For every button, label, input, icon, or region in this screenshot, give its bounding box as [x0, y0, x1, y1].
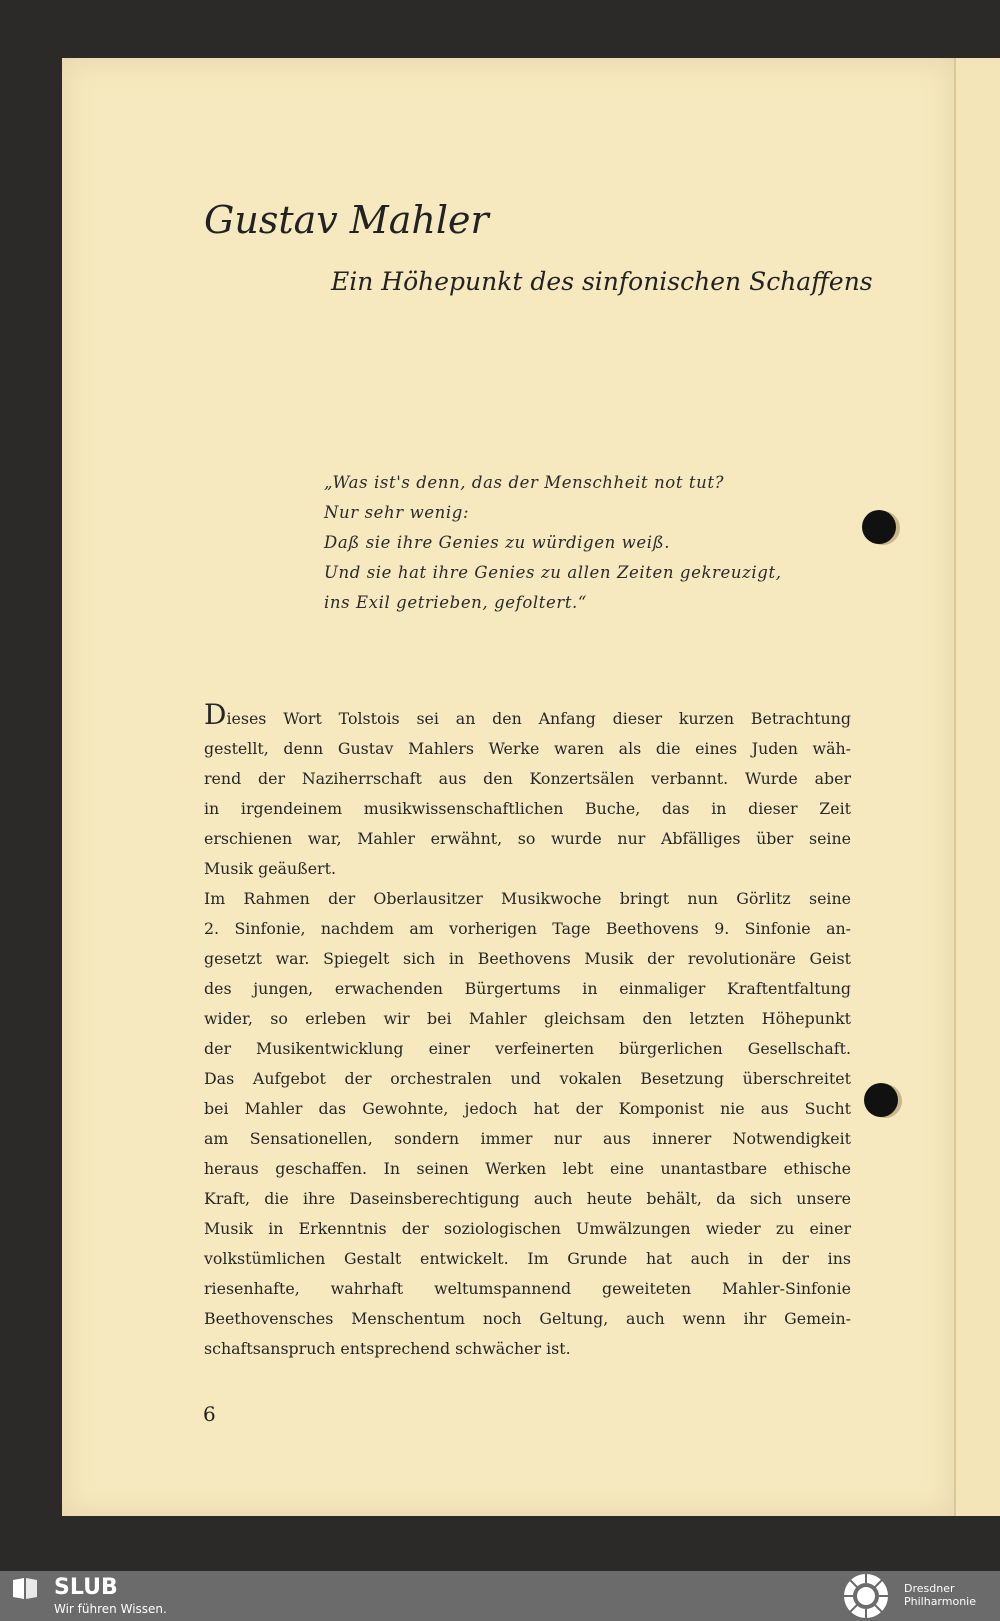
body-text: [204, 698, 851, 1364]
body-line: erschienen war, Mahler erwähnt, so wurde nur Abfälliges über seine: [204, 829, 851, 848]
slub-logo-text[interactable]: SLUB: [54, 1575, 118, 1600]
body-line: Kraft, die ihre Daseinsberechtigung auch heute behält, da sich unsere: [204, 1189, 851, 1208]
footer-bar: [0, 1571, 1000, 1621]
slub-tagline: Wir führen Wissen.: [54, 1602, 167, 1616]
book-icon: [12, 1577, 38, 1601]
page-number: 6: [203, 1402, 216, 1426]
body-line: am Sensationellen, sondern immer nur aus innerer Notwendigkeit: [204, 1129, 851, 1148]
philharmonie-logo-icon[interactable]: [842, 1572, 890, 1620]
body-line: rend der Naziherrschaft aus den Konzertsälen verbannt. Wurde aber: [204, 769, 851, 788]
body-line: Musik in Erkenntnis der soziologischen Umwälzungen wieder zu einer: [204, 1219, 851, 1238]
punch-hole-bottom: [864, 1083, 898, 1117]
body-line: in irgendeinem musikwissenschaftlichen Buche, das in dieser Zeit: [204, 799, 851, 818]
philharmonie-name: [904, 1582, 976, 1608]
tolstoy-quote: [324, 468, 844, 618]
body-line: wider, so erleben wir bei Mahler gleichsam den letzten Höhepunkt: [204, 1009, 851, 1028]
philharmonie-name-line2: Philharmonie: [904, 1595, 976, 1608]
body-line: schaftsanspruch entsprechend schwächer ist.: [204, 1339, 571, 1358]
punch-hole-top: [862, 510, 896, 544]
philharmonie-name-line1: Dresdner: [904, 1582, 955, 1595]
body-line: des jungen, erwachenden Bürgertums in einmaliger Kraftentfaltung: [204, 979, 851, 998]
body-line-first: [204, 698, 851, 734]
body-line: bei Mahler das Gewohnte, jedoch hat der Komponist nie aus Sucht: [204, 1099, 851, 1118]
quote-line: ins Exil getrieben, gefoltert.“: [324, 593, 587, 612]
quote-line: Nur sehr wenig:: [324, 503, 470, 522]
drop-cap: D: [204, 698, 227, 731]
body-line: gestellt, denn Gustav Mahlers Werke waren als die eines Juden wäh-: [204, 739, 851, 758]
body-line: 2. Sinfonie, nachdem am vorherigen Tage Beethovens 9. Sinfonie an-: [204, 919, 851, 938]
body-line-first-rest: ieses Wort Tolstois sei an den Anfang dieser kurzen Betrachtung: [226, 709, 851, 728]
body-line: riesenhafte, wahrhaft weltumspannend geweiteten Mahler-Sinfonie: [204, 1279, 851, 1298]
body-line: Beethovensches Menschentum noch Geltung, auch wenn ihr Gemein-: [204, 1309, 851, 1328]
body-line: Musik geäußert.: [204, 859, 336, 878]
body-line: der Musikentwicklung einer verfeinerten bürgerlichen Gesellschaft.: [204, 1039, 851, 1058]
body-line: volkstümlichen Gestalt entwickelt. Im Grunde hat auch in der ins: [204, 1249, 851, 1268]
body-line: Das Aufgebot der orchestralen und vokalen Besetzung überschreitet: [204, 1069, 851, 1088]
body-line: heraus geschaffen. In seinen Werken lebt eine unantastbare ethische: [204, 1159, 851, 1178]
quote-line: Daß sie ihre Genies zu würdigen weiß.: [324, 533, 671, 552]
page-subtitle: Ein Höhepunkt des sinfonischen Schaffens: [331, 267, 873, 296]
body-line: Im Rahmen der Oberlausitzer Musikwoche bringt nun Görlitz seine: [204, 889, 851, 908]
quote-line: „Was ist's denn, das der Menschheit not tut?: [324, 473, 725, 492]
quote-line: Und sie hat ihre Genies zu allen Zeiten gekreuzigt,: [324, 563, 782, 582]
adjacent-page-edge: [954, 58, 1000, 1516]
page-title: Gustav Mahler: [204, 198, 489, 242]
body-line: gesetzt war. Spiegelt sich in Beethovens Musik der revolutionäre Geist: [204, 949, 851, 968]
